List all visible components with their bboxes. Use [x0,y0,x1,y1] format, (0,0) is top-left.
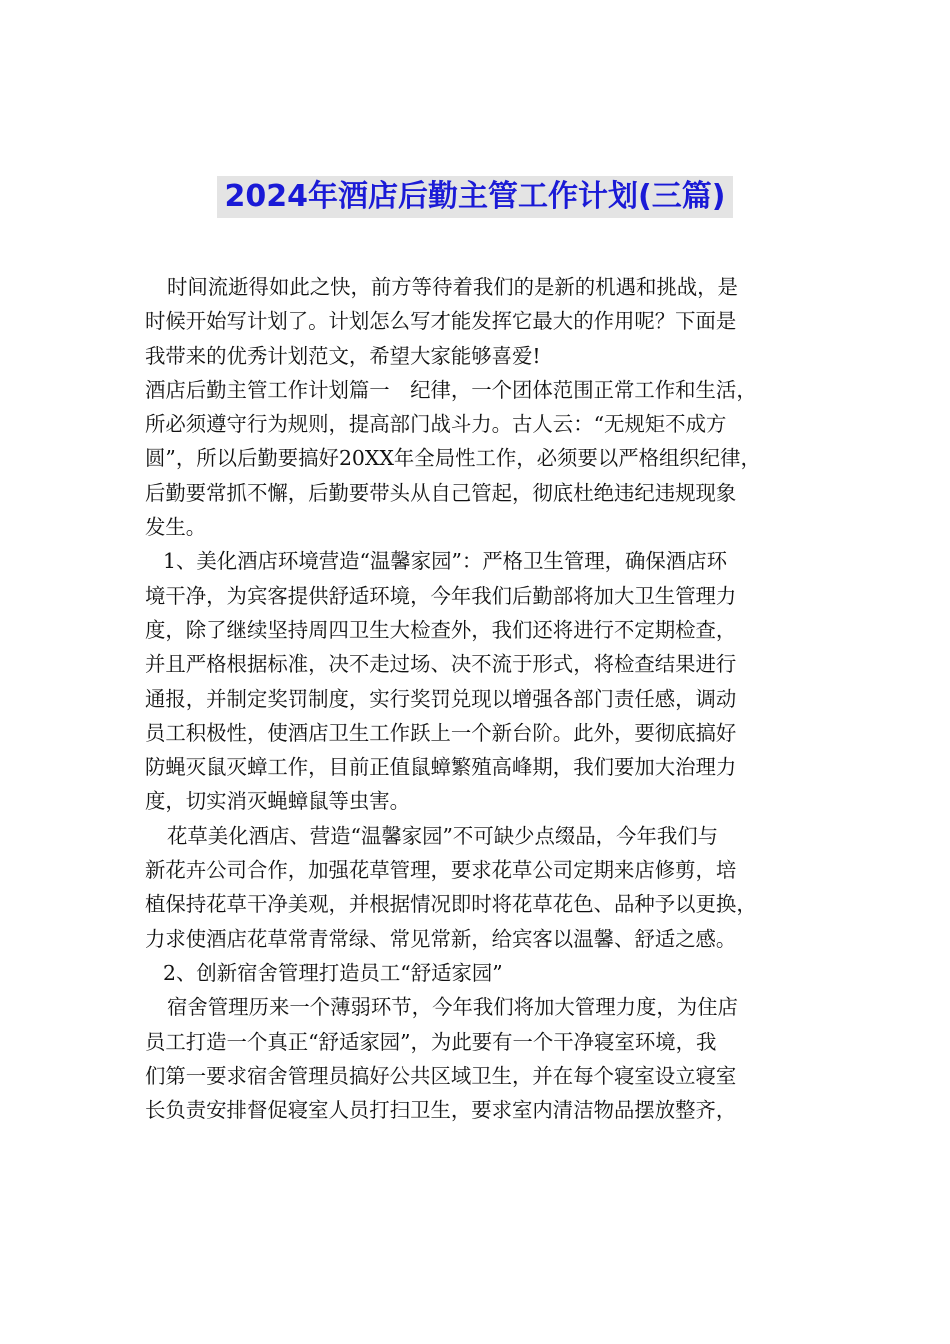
body-line: 花草美化酒店、营造“温馨家园”不可缺少点缀品，今年我们与 [167,823,719,848]
body-line: 1、美化酒店环境营造“温馨家园”：严格卫生管理，确保酒店环 [163,549,727,574]
body-line: 我带来的优秀计划范文，希望大家能够喜爱! [145,343,541,368]
body-line: 时候开始写计划了。计划怎么写才能发挥它最大的作用呢？下面是 [145,309,737,334]
title-container [0,176,950,218]
body-line: 并且严格根据标准，决不走过场、决不流于形式，将检查结果进行 [145,652,737,677]
body-line: 防蝇灭鼠灭蟑工作，目前正值鼠蟑繁殖高峰期，我们要加大治理力 [145,755,737,780]
body-line: 植保持花草干净美观，并根据情况即时将花草花色、品种予以更换， [145,892,757,917]
body-line: 境干净，为宾客提供舒适环境，今年我们后勤部将加大卫生管理力 [145,583,737,608]
body-line: 力求使酒店花草常青常绿、常见常新，给宾客以温馨、舒适之感。 [145,926,737,951]
body-line: 发生。 [145,515,207,540]
body-line: 员工积极性，使酒店卫生工作跃上一个新台阶。此外，要彻底搞好 [145,720,737,745]
body-line: 通报，并制定奖罚制度，实行奖罚兑现以增强各部门责任感，调动 [145,686,737,711]
body-line: 圆”，所以后勤要搞好20XX年全局性工作，必须要以严格组织纪律， [145,446,761,471]
document-title: 2024年酒店后勤主管工作计划(三篇) [217,176,734,218]
body-line: 新花卉公司合作，加强花草管理，要求花草公司定期来店修剪，培 [145,858,737,883]
body-line: 时间流逝得如此之快，前方等待着我们的是新的机遇和挑战，是 [167,275,738,299]
body-line: 度，除了继续坚持周四卫生大检查外，我们还将进行不定期检查， [145,617,737,642]
body-line: 度，切实消灭蝇蟑鼠等虫害。 [145,789,411,814]
body-line: 所必须遵守行为规则，提高部门战斗力。古人云：“无规矩不成方 [145,412,727,437]
document-body [145,270,823,1127]
body-line: 宿舍管理历来一个薄弱环节，今年我们将加大管理力度，为住店 [167,995,738,1020]
body-line: 们第一要求宿舍管理员搞好公共区域卫生，并在每个寝室设立寝室 [145,1063,737,1088]
body-line: 员工打造一个真正“舒适家园”，为此要有一个干净寝室环境，我 [145,1029,717,1054]
body-line: 2、创新宿舍管理打造员工“舒适家园” [163,960,503,985]
body-line: 长负责安排督促寝室人员打扫卫生，要求室内清洁物品摆放整齐， [145,1098,737,1123]
body-line: 酒店后勤主管工作计划篇一 纪律，一个团体范围正常工作和生活， [145,377,757,402]
body-line: 后勤要常抓不懈，后勤要带头从自己管起，彻底杜绝违纪违规现象 [145,480,737,505]
